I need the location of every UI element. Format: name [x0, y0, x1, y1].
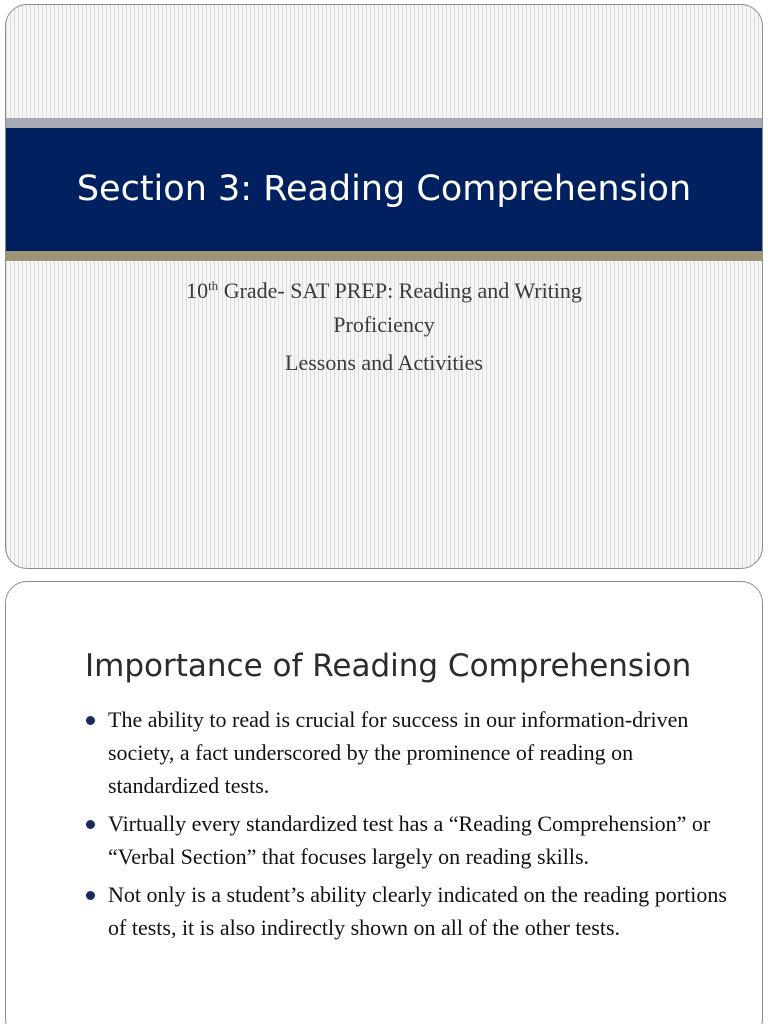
bullet-item [86, 878, 728, 944]
subtitle-grade-suffix: th [208, 278, 219, 293]
bullet-item [86, 807, 728, 873]
slide-title: Section 3: Reading Comprehension [76, 169, 692, 209]
subtitle-line-1 [66, 274, 702, 308]
bullet-text: Virtually every standardized test has a “Reading Comprehension” or “Verbal Section” that focuses largely on reading skills. [108, 811, 711, 869]
bullet-dot-icon [86, 891, 95, 900]
subtitle-course-name: Grade- SAT PREP: Reading and Writing [218, 278, 582, 303]
title-slide [5, 4, 763, 569]
content-slide-heading: Importance of Reading Comprehension [85, 648, 692, 684]
subtitle-grade-number: 10 [186, 278, 209, 303]
title-band-top-stripe [6, 118, 762, 128]
subtitle-line-2: Proficiency [333, 312, 435, 337]
content-slide [5, 581, 763, 1024]
bullet-list [86, 703, 728, 949]
bullet-dot-icon [86, 716, 95, 725]
bullet-text: The ability to read is crucial for success in our information-driven society, a fact underscored by the prominence of reading on standardized tests. [108, 707, 689, 798]
title-band-bottom-stripe [6, 251, 762, 261]
bullet-text: Not only is a student’s ability clearly indicated on the reading portions of tests, it is also indirectly shown on all of the other tests. [108, 882, 727, 940]
bullet-item [86, 703, 728, 802]
subtitle-line-3: Lessons and Activities [285, 350, 483, 375]
slide-subtitle [66, 274, 702, 380]
bullet-dot-icon [86, 820, 95, 829]
